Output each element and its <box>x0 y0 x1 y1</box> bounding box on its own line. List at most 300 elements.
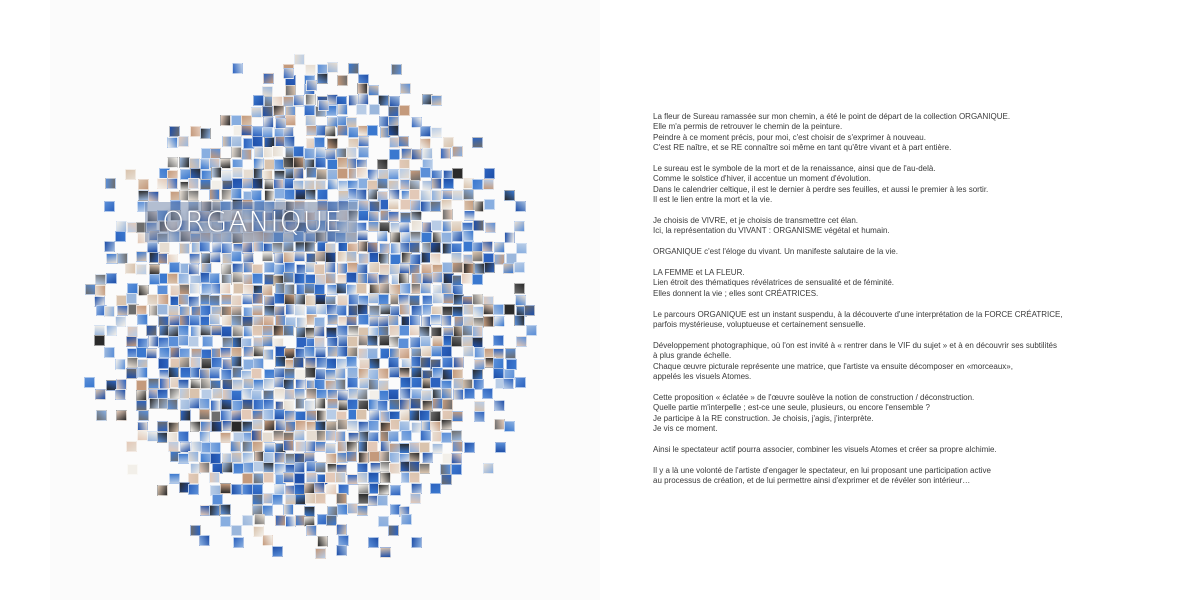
mosaic-tile <box>335 379 346 390</box>
mosaic-tile <box>515 377 526 388</box>
text-line: Cette proposition « éclatée » de l'œuvre soulève la notion de construction / déconstruction. <box>653 392 975 402</box>
mosaic-tile <box>451 453 462 464</box>
mosaic-tile <box>221 294 232 305</box>
mosaic-tile <box>296 317 307 328</box>
mosaic-tile <box>126 368 137 379</box>
mosaic-tile <box>420 283 431 294</box>
mosaic-tile <box>263 472 274 483</box>
mosaic-tile <box>348 63 359 74</box>
mosaic-tile <box>316 169 327 180</box>
mosaic-tile <box>209 368 220 379</box>
mosaic-tile <box>493 335 504 346</box>
mosaic-tile <box>232 379 243 390</box>
mosaic-tile <box>242 242 253 253</box>
mosaic-tile <box>137 367 148 378</box>
mosaic-tile <box>200 378 211 389</box>
mosaic-tile <box>379 335 390 346</box>
mosaic-tile <box>274 293 285 304</box>
mosaic-tile <box>293 168 304 179</box>
text-line: Je participe à la RE construction. Je choisis, j'agis, j'interprète. <box>653 413 874 423</box>
mosaic-tile <box>390 284 401 295</box>
mosaic-tile <box>452 411 463 422</box>
text-line: Je vis ce moment. <box>653 424 718 434</box>
mosaic-tile <box>95 389 106 400</box>
mosaic-tile <box>357 230 368 241</box>
mosaic-tile <box>368 85 379 96</box>
mosaic-tile <box>326 515 337 526</box>
mosaic-tile <box>452 441 463 452</box>
mosaic-tile <box>232 326 243 337</box>
mosaic-tile <box>314 326 325 337</box>
mosaic-tile <box>410 493 421 504</box>
mosaic-tile <box>272 494 283 505</box>
mosaic-tile <box>209 189 220 200</box>
mosaic-tile <box>442 209 453 220</box>
mosaic-tile <box>504 421 515 432</box>
mosaic-tile <box>514 262 525 273</box>
mosaic-tile <box>263 349 274 360</box>
mosaic-tile <box>254 514 265 525</box>
mosaic-tile <box>443 293 454 304</box>
mosaic-tile <box>399 348 410 359</box>
mosaic-tile <box>357 389 368 400</box>
mosaic-tile <box>95 285 106 296</box>
mosaic-tile <box>378 368 389 379</box>
mosaic-tile <box>242 441 253 452</box>
mosaic-tile <box>188 451 199 462</box>
mosaic-tile <box>169 473 180 484</box>
mosaic-tile <box>335 472 346 483</box>
mosaic-tile <box>441 432 452 443</box>
mosaic-tile <box>115 359 126 370</box>
mosaic-tile <box>380 547 391 558</box>
mosaic-tile <box>283 241 294 252</box>
mosaic-tile <box>317 73 328 84</box>
mosaic-tile <box>232 167 243 178</box>
mosaic-tile <box>294 54 305 65</box>
mosaic-tile <box>136 264 147 275</box>
mosaic-tile <box>262 251 273 262</box>
mosaic-tile <box>106 325 117 336</box>
mosaic-tile <box>315 548 326 559</box>
mosaic-tile <box>252 419 263 430</box>
mosaic-tile <box>325 369 336 380</box>
mosaic-tile <box>242 515 253 526</box>
mosaic-tile <box>263 399 274 410</box>
statement-paragraph <box>653 268 1153 299</box>
mosaic-tile <box>358 210 369 221</box>
mosaic-tile <box>346 441 357 452</box>
text-line: Ici, la représentation du VIVANT : ORGANISME végétal et humain. <box>653 226 890 236</box>
mosaic-tile <box>505 348 516 359</box>
mosaic-tile <box>283 157 294 168</box>
mosaic-tile <box>431 220 442 231</box>
mosaic-tile <box>464 442 475 453</box>
mosaic-tile <box>495 442 506 453</box>
mosaic-tile <box>503 263 514 274</box>
mosaic-tile <box>221 399 232 410</box>
mosaic-tile <box>410 231 421 242</box>
mosaic-tile <box>430 253 441 264</box>
mosaic-tile <box>231 484 242 495</box>
mosaic-tile <box>137 314 148 325</box>
mosaic-tile <box>305 189 316 200</box>
mosaic-tile <box>125 169 136 180</box>
text-line: Le sureau est le symbole de la mort et de la renaissance, ainsi que de l'au-delà. <box>653 164 936 174</box>
mosaic-tile <box>453 389 464 400</box>
mosaic-tile <box>367 273 378 284</box>
mosaic-tile <box>482 241 493 252</box>
mosaic-tile <box>399 105 410 116</box>
mosaic-tile <box>209 295 220 306</box>
mosaic-tile <box>106 253 117 264</box>
mosaic-tile <box>231 295 242 306</box>
mosaic-tile <box>483 463 494 474</box>
mosaic-tile <box>327 314 338 325</box>
mosaic-tile <box>188 484 199 495</box>
right-page <box>600 0 1200 600</box>
mosaic-tile <box>105 178 116 189</box>
mosaic-tile <box>441 419 452 430</box>
mosaic-tile <box>252 494 263 505</box>
mosaic-tile <box>126 441 137 452</box>
mosaic-tile <box>284 410 295 421</box>
mosaic-tile <box>167 157 178 168</box>
mosaic-tile <box>199 409 210 420</box>
mosaic-tile <box>347 420 358 431</box>
mosaic-tile <box>252 293 263 304</box>
mosaic-tile <box>377 178 388 189</box>
mosaic-tile <box>430 483 441 494</box>
mosaic-tile <box>221 326 232 337</box>
mosaic-tile <box>167 399 178 410</box>
mosaic-tile <box>430 314 441 325</box>
mosaic-tile <box>252 273 263 284</box>
statement-text <box>653 112 1153 497</box>
mosaic-tile <box>159 242 170 253</box>
mosaic-tile <box>209 505 220 516</box>
mosaic-tile <box>463 230 474 241</box>
mosaic-tile <box>474 411 485 422</box>
mosaic-tile <box>231 315 242 326</box>
mosaic-tile <box>442 399 453 410</box>
mosaic-tile <box>202 336 213 347</box>
photo-mosaic <box>50 0 600 600</box>
mosaic-tile <box>451 464 462 475</box>
statement-paragraph <box>653 341 1153 383</box>
mosaic-tile <box>293 95 304 106</box>
mosaic-tile <box>262 127 273 138</box>
mosaic-tile <box>104 241 115 252</box>
mosaic-tile <box>503 378 514 389</box>
mosaic-tile <box>294 430 305 441</box>
mosaic-tile <box>263 409 274 420</box>
statement-paragraph <box>653 164 1153 206</box>
text-line: Le parcours ORGANIQUE est un instant suspendu, à la découverte d'une interprétation de la FORCE CRÉATRICE, <box>653 309 1063 319</box>
mosaic-tile <box>252 136 263 147</box>
mosaic-tile <box>388 357 399 368</box>
mosaic-tile <box>209 314 220 325</box>
text-line: appelés les visuels Atomes. <box>653 372 752 382</box>
mosaic-tile <box>306 80 317 91</box>
mosaic-tile <box>315 493 326 504</box>
mosaic-tile <box>318 100 329 111</box>
text-line: à plus grande échelle. <box>653 351 732 361</box>
mosaic-tile <box>117 305 128 316</box>
mosaic-tile <box>200 325 211 336</box>
mosaic-tile <box>483 179 494 190</box>
text-line: Il y a là une volonté de l'artiste d'engager le spectateur, en lui proposant une participation active <box>653 465 991 475</box>
mosaic-tile <box>94 325 105 336</box>
mosaic-tile <box>337 125 348 136</box>
mosaic-tile <box>526 325 537 336</box>
mosaic-tile <box>106 273 117 284</box>
mosaic-tile <box>252 178 263 189</box>
mosaic-tile <box>188 178 199 189</box>
mosaic-tile <box>190 357 201 368</box>
mosaic-tile <box>463 346 474 357</box>
mosaic-tile <box>325 273 336 284</box>
mosaic-tile <box>358 253 369 264</box>
mosaic-tile <box>400 83 411 94</box>
mosaic-tile <box>369 104 380 115</box>
mosaic-tile <box>263 73 274 84</box>
mosaic-tile <box>220 283 231 294</box>
mosaic-tile <box>306 410 317 421</box>
mosaic-tile <box>430 201 441 212</box>
mosaic-tile <box>356 167 367 178</box>
mosaic-tile <box>451 430 462 441</box>
mosaic-tile <box>337 325 348 336</box>
mosaic-tile <box>380 472 391 483</box>
mosaic-tile <box>431 178 442 189</box>
mosaic-tile <box>346 451 357 462</box>
mosaic-tile <box>472 274 483 285</box>
mosaic-tile <box>126 293 137 304</box>
mosaic-tile <box>410 398 421 409</box>
collection-title: ORGANIQUE <box>162 205 343 238</box>
mosaic-tile <box>180 410 191 421</box>
mosaic-tile <box>432 272 443 283</box>
mosaic-tile <box>325 472 336 483</box>
text-line: Elles donnent la vie ; elles sont CRÉATRICES. <box>653 288 819 298</box>
mosaic-tile <box>494 419 505 430</box>
mosaic-tile <box>391 64 402 75</box>
mosaic-tile <box>474 347 485 358</box>
mosaic-tile <box>188 336 199 347</box>
mosaic-tile <box>473 220 484 231</box>
mosaic-tile <box>514 221 525 232</box>
mosaic-tile <box>104 201 115 212</box>
mosaic-tile <box>126 336 137 347</box>
mosaic-tile <box>283 472 294 483</box>
text-line: ORGANIQUE c'est l'éloge du vivant. Un manifeste salutaire de la vie. <box>653 247 898 257</box>
mosaic-tile <box>504 232 515 243</box>
mosaic-tile <box>274 452 285 463</box>
mosaic-tile <box>410 337 421 348</box>
mosaic-tile <box>231 251 242 262</box>
mosaic-tile <box>283 440 294 451</box>
mosaic-tile <box>401 430 412 441</box>
mosaic-tile <box>399 304 410 315</box>
mosaic-tile <box>411 220 422 231</box>
mosaic-tile <box>104 306 115 317</box>
mosaic-tile <box>116 410 127 421</box>
text-line: Peindre à ce moment précis, pour moi, c'est choisir de s'exprimer à nouveau. <box>653 132 926 142</box>
mosaic-tile <box>315 157 326 168</box>
mosaic-tile <box>419 410 430 421</box>
mosaic-tile <box>514 315 525 326</box>
mosaic-tile <box>453 357 464 368</box>
mosaic-tile <box>411 377 422 388</box>
mosaic-tile <box>389 149 400 160</box>
mosaic-tile <box>294 305 305 316</box>
mosaic-tile <box>220 516 231 527</box>
mosaic-tile <box>390 485 401 496</box>
mosaic-tile <box>388 211 399 222</box>
mosaic-tile <box>388 125 399 136</box>
mosaic-tile <box>514 283 525 294</box>
mosaic-tile <box>432 293 443 304</box>
text-line: La fleur de Sureau ramassée sur mon chemin, a été le point de départ de la collection ORGANIQUE. <box>653 112 1011 121</box>
mosaic-tile <box>337 75 348 86</box>
statement-paragraph <box>653 466 1153 487</box>
mosaic-tile <box>84 377 95 388</box>
mosaic-tile <box>356 409 367 420</box>
mosaic-tile <box>241 409 252 420</box>
mosaic-tile <box>422 148 433 159</box>
mosaic-tile <box>357 472 368 483</box>
mosaic-tile <box>211 421 222 432</box>
mosaic-tile <box>336 545 347 556</box>
mosaic-tile <box>432 336 443 347</box>
text-line: Il est le lien entre la mort et la vie. <box>653 195 773 205</box>
text-line: C'est RE naître, et se RE connaître soi même en tant qu'être vivant et à part entière. <box>653 143 952 153</box>
mosaic-tile <box>347 336 358 347</box>
mosaic-tile <box>441 315 452 326</box>
mosaic-tile <box>441 346 452 357</box>
mosaic-tile <box>316 357 327 368</box>
mosaic-tile <box>358 493 369 504</box>
mosaic-tile <box>148 191 159 202</box>
statement-paragraph <box>653 247 1153 257</box>
mosaic-tile <box>442 357 453 368</box>
mosaic-tile <box>285 516 296 527</box>
mosaic-tile <box>157 485 168 496</box>
mosaic-tile <box>115 389 126 400</box>
mosaic-tile <box>346 251 357 262</box>
mosaic-tile <box>358 452 369 463</box>
mosaic-tile <box>189 388 200 399</box>
mosaic-tile <box>357 83 368 94</box>
mosaic-tile <box>243 462 254 473</box>
mosaic-tile <box>356 104 367 115</box>
mosaic-tile <box>337 104 348 115</box>
mosaic-tile <box>233 537 244 548</box>
mosaic-tile <box>411 537 422 548</box>
mosaic-tile <box>285 115 296 126</box>
mosaic-tile <box>399 168 410 179</box>
mosaic-tile <box>441 474 452 485</box>
mosaic-tile <box>411 305 422 316</box>
statement-paragraph <box>653 445 1153 455</box>
mosaic-tile <box>367 125 378 136</box>
mosaic-tile <box>230 441 241 452</box>
mosaic-tile <box>251 430 262 441</box>
mosaic-tile <box>419 442 430 453</box>
text-line: parfois mystérieuse, voluptueuse et certainement sensuelle. <box>653 320 866 330</box>
mosaic-tile <box>232 272 243 283</box>
statement-paragraph <box>653 112 1153 154</box>
text-line: Elle m'a permis de retrouver le chemin de la peinture. <box>653 122 843 132</box>
mosaic-tile <box>157 304 168 315</box>
mosaic-tile <box>388 169 399 180</box>
mosaic-tile <box>524 305 535 316</box>
mosaic-tile <box>515 201 526 212</box>
text-line: Comme le solstice d'hiver, il accentue un moment d'évolution. <box>653 174 871 184</box>
mosaic-tile <box>440 148 451 159</box>
text-line: Lien étroit des thématiques révélatrices de sensualité et de féminité. <box>653 278 895 288</box>
text-line: LA FEMME et LA FLEUR. <box>653 268 745 278</box>
mosaic-tile <box>401 514 412 525</box>
mosaic-tile <box>367 335 378 346</box>
mosaic-tile <box>400 283 411 294</box>
mosaic-tile <box>346 272 357 283</box>
statement-paragraph <box>653 216 1153 237</box>
mosaic-tile <box>431 95 442 106</box>
mosaic-tile <box>199 535 210 546</box>
mosaic-tile <box>367 242 378 253</box>
mosaic-tile <box>451 252 462 263</box>
mosaic-tile <box>275 118 286 129</box>
mosaic-tile <box>409 461 420 472</box>
mosaic-tile <box>189 253 200 264</box>
mosaic-tile <box>199 241 210 252</box>
left-page <box>50 0 600 600</box>
mosaic-tile <box>146 348 157 359</box>
mosaic-tile <box>285 85 296 96</box>
mosaic-tile <box>358 314 369 325</box>
mosaic-tile <box>168 367 179 378</box>
mosaic-tile <box>463 189 474 200</box>
mosaic-tile <box>472 251 483 262</box>
mosaic-tile <box>493 368 504 379</box>
mosaic-tile <box>443 178 454 189</box>
mosaic-tile <box>272 546 283 557</box>
mosaic-tile <box>136 251 147 262</box>
mosaic-tile <box>167 137 178 148</box>
mosaic-tile <box>104 347 115 358</box>
mosaic-tile <box>304 148 315 159</box>
mosaic-tile <box>222 462 233 473</box>
mosaic-tile <box>494 400 505 411</box>
mosaic-tile <box>125 263 136 274</box>
mosaic-tile <box>283 96 294 107</box>
mosaic-tile <box>241 125 252 136</box>
mosaic-tile <box>398 136 409 147</box>
mosaic-tile <box>347 377 358 388</box>
mosaic-tile <box>209 472 220 483</box>
mosaic-tile <box>336 524 347 535</box>
mosaic-tile <box>283 325 294 336</box>
mosaic-tile <box>178 273 189 284</box>
mosaic-tile <box>305 94 316 105</box>
mosaic-tile <box>358 147 369 158</box>
mosaic-tile <box>167 178 178 189</box>
mosaic-tile <box>179 357 190 368</box>
mosaic-tile <box>504 304 515 315</box>
mosaic-tile <box>315 398 326 409</box>
